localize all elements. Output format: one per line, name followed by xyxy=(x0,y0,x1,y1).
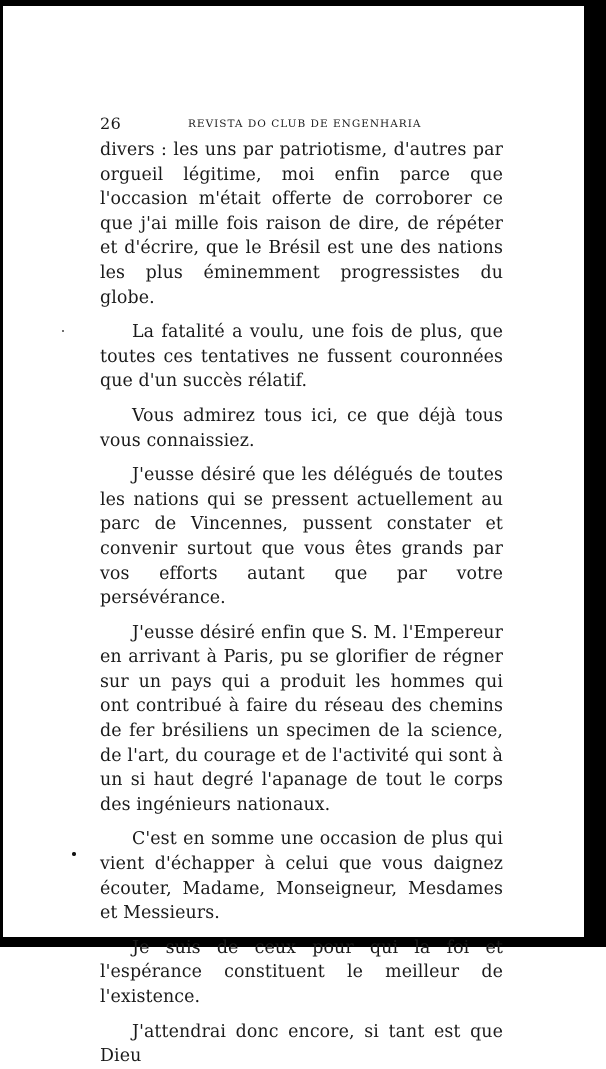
paragraph: Je suis de ceux pour qui la foi et l'espérance constituent le meilleur de l'existence. xyxy=(100,937,503,1007)
paragraph: La fatalité a voulu, une fois de plus, que toutes ces tentatives ne fussent couronnées que d'un succès rélatif. xyxy=(100,322,503,392)
paragraph-continued: divers : les uns par patriotisme, d'autres par orgueil légitime, moi enfin parce que l'occasion m'était offerte de corroborer ce que j'ai mille fois raison de dire, de répéter et d'écrire, que le Brésil est une des nations les plus éminemment progressistes du globe. xyxy=(100,140,503,308)
scan-speck xyxy=(62,330,64,332)
paragraph: J'eusse désiré enfin que S. M. l'Empereur en arrivant à Paris, pu se glorifier de régner sur un pays qui a produit les hommes qui ont contribué à faire du réseau des chemins de fer brésiliens un specimen de la science, de l'art, du courage et de l'activité qui sont à un si haut degré l'apanage de tout le corps des ingénieurs nationaux. xyxy=(100,622,503,815)
scan-border-right xyxy=(584,0,606,947)
book-page xyxy=(100,112,503,1069)
scan-border-top xyxy=(0,0,606,6)
scan-border-left xyxy=(0,0,3,947)
running-head xyxy=(100,112,503,134)
page-number: 26 xyxy=(100,114,122,133)
scan-speck xyxy=(72,852,76,856)
paragraph-unfinished: J'attendrai donc encore, si tant est que Dieu xyxy=(100,1021,503,1067)
paragraph: J'eusse désiré que les délégués de toutes les nations qui se pressent actuellement au parc de Vincennes, pussent constater et convenir surtout que vous êtes grands par vos efforts autant que par votre persévérance. xyxy=(100,465,503,609)
journal-title: REVISTA DO CLUB DE ENGENHARIA xyxy=(188,118,422,130)
paragraph: C'est en somme une occasion de plus qui vient d'échapper à celui que vous daignez écouter, Madame, Monseigneur, Mesdames et Messieurs. xyxy=(100,829,503,924)
paragraph: Vous admirez tous ici, ce que déjà tous vous connaissiez. xyxy=(100,405,503,451)
